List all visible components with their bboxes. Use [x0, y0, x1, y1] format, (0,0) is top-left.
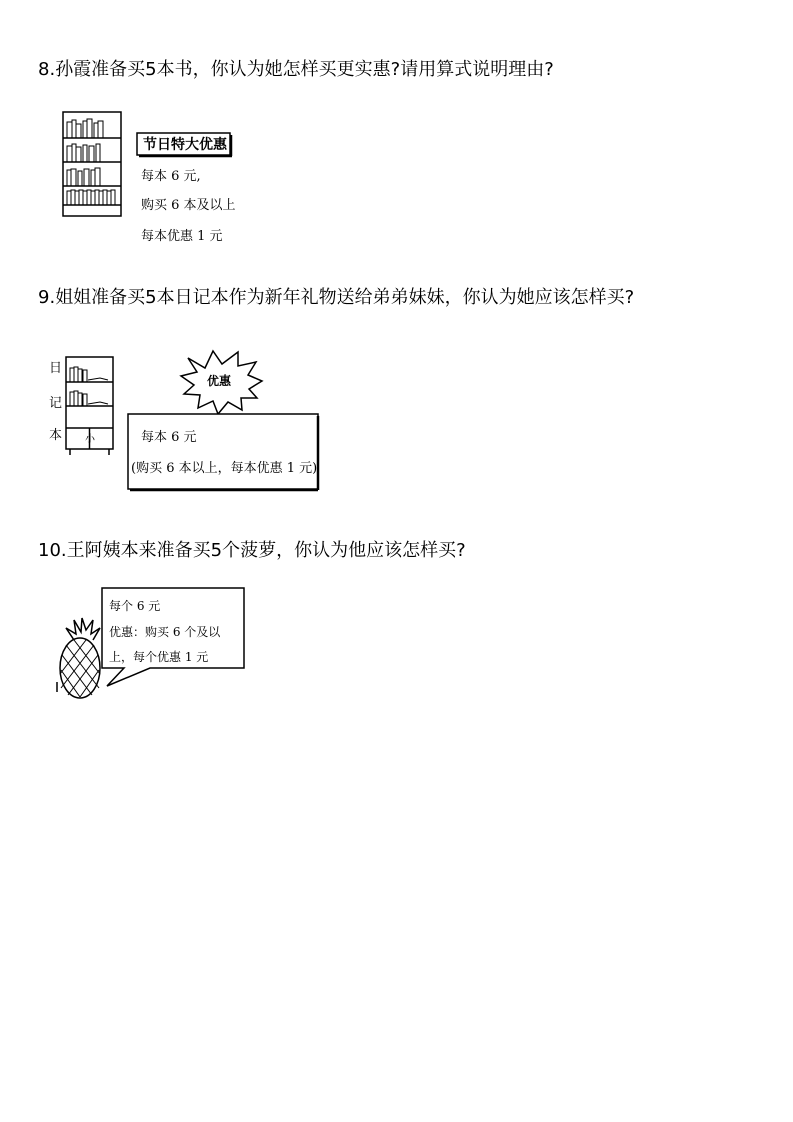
price-box-line-2: (购买 6 本以上，每本优惠 1 元) — [131, 461, 318, 476]
price-box-line-1: 每本 6 元 — [141, 430, 197, 445]
question-9 — [38, 286, 634, 310]
question-text: 姐姐准备买5本日记本作为新年礼物送给弟弟妹妹，你认为她应该怎样买? — [55, 287, 635, 308]
question-number: 8. — [38, 59, 56, 80]
shelf-label-char-3: 本 — [49, 428, 63, 443]
question-text: 王阿姨本来准备买5个菠萝，你认为他应该怎样买? — [66, 540, 466, 561]
sign-line-2: 购买 6 本及以上 — [141, 198, 236, 213]
question-number: 9. — [38, 287, 56, 308]
sign-line-3: 每本优惠 1 元 — [141, 229, 223, 244]
question-number: 10. — [38, 540, 67, 561]
bubble-line-3: 上，每个优惠 1 元 — [109, 650, 209, 664]
shelf-label-char-2: 记 — [49, 396, 63, 411]
question-10 — [38, 539, 466, 563]
shelf-mark: 小 — [85, 434, 95, 445]
sign-line-1: 每本 6 元, — [141, 169, 201, 184]
shelf-label-char-1: 日 — [49, 361, 63, 376]
burst-label: 优惠 — [207, 374, 232, 388]
question-text: 孙霞准备买5本书，你认为她怎样买更实惠?请用算式说明理由? — [55, 59, 554, 80]
sign-title: 节日特大优惠 — [143, 137, 227, 153]
bubble-line-2: 优惠：购买 6 个及以 — [109, 625, 221, 639]
bubble-line-1: 每个 6 元 — [109, 599, 161, 613]
